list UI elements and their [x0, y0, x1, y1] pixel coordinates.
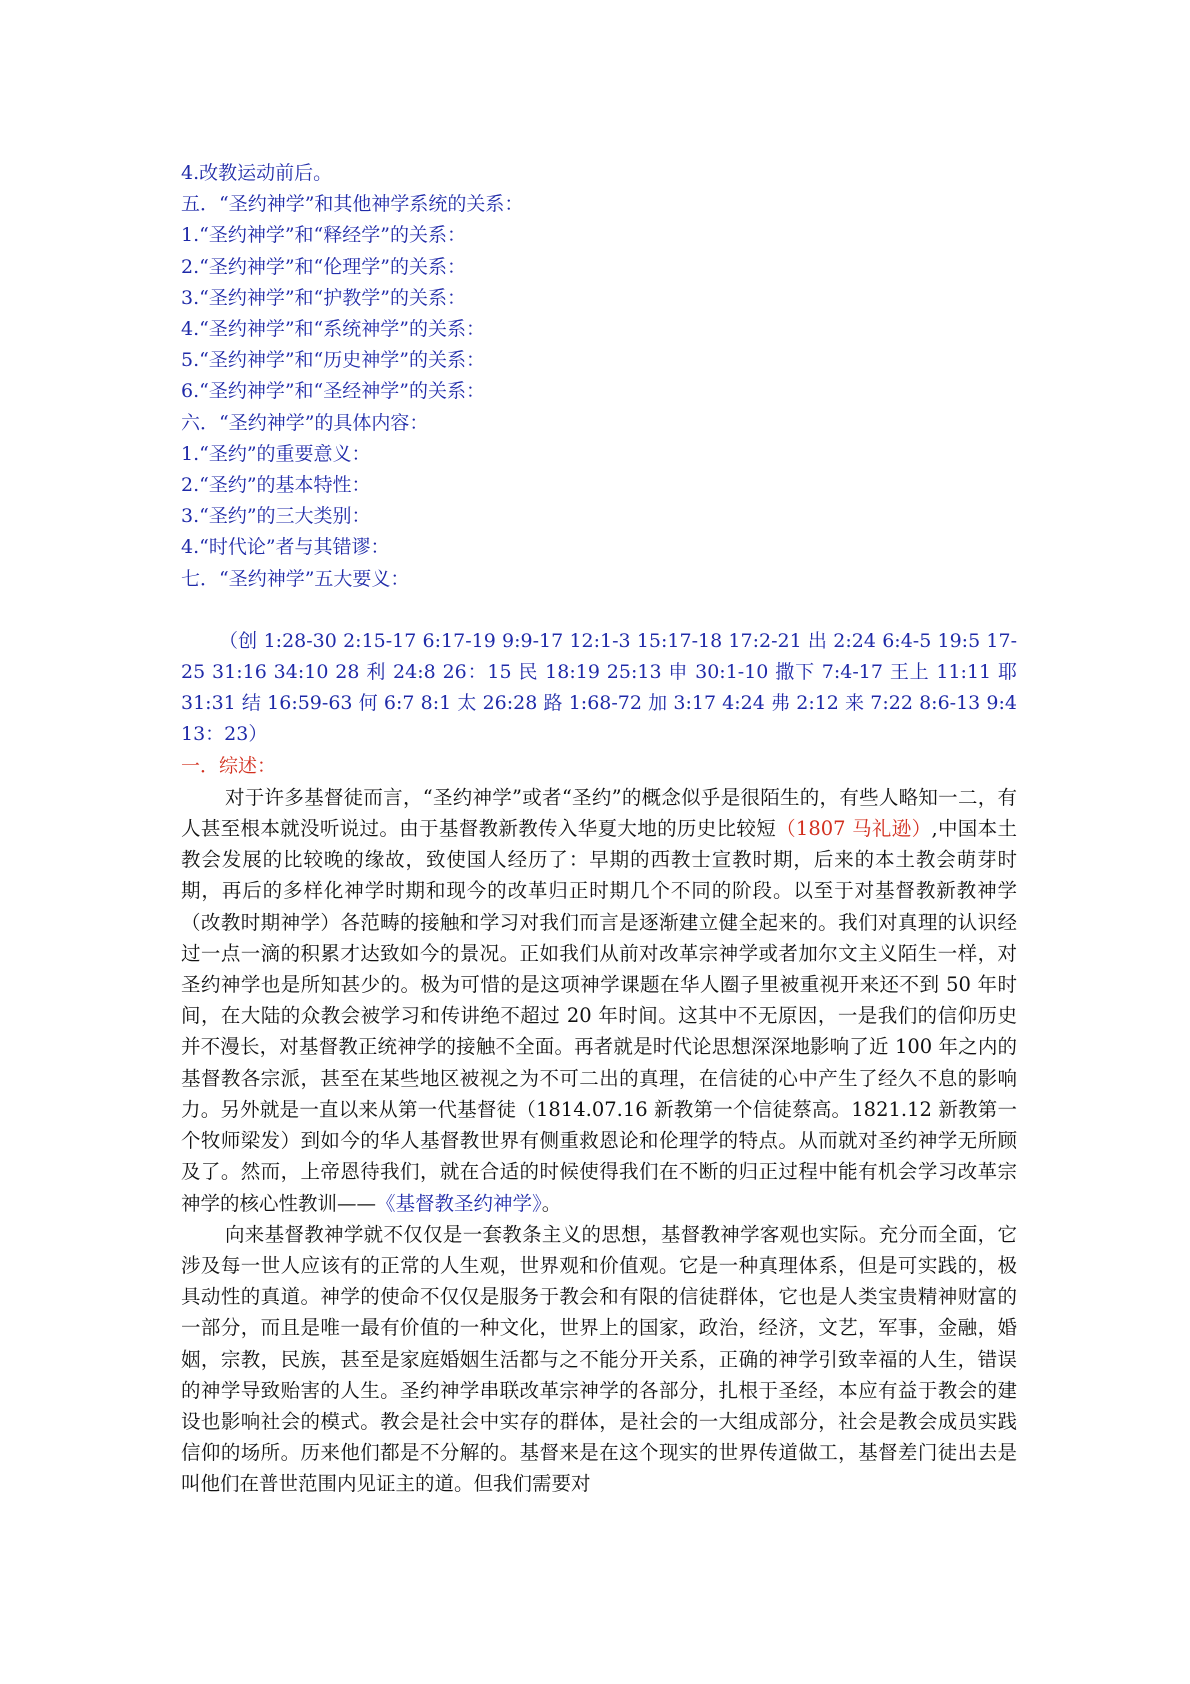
scripture-references: （创 1:28-30 2:15-17 6:17-19 9:9-17 12:1-3 15:17-18 17:2-21 出 2:24 6:4-5 19:5 17-25 31:16 34:10 28 利 24:8 26：15 民 18:19 25:13 申 30:1-10 撒下 7:4-17 王上 11:11 耶 31:31 结 16:59-63 何 6:7 8:1 太 26:28 路 1:68-72 加 3:17 4:24 弗 2:12 来 7:22 8:6-13 9:4 13：23） — [181, 629, 1017, 746]
outline-item: 4.“时代论”者与其错谬： — [181, 536, 390, 559]
paragraph-text: 对于许多基督徒而言，“圣约神学”或者“圣约”的概念似乎是很陌生的，有些人略知一二，有人甚至根本就没听说过。由于基督教新教传入华夏大地的历史比较短 — [181, 785, 1017, 841]
outline-item: 4.“圣约神学”和“系统神学”的关系： — [181, 318, 485, 341]
outline-item: 6.“圣约神学”和“圣经神学”的关系： — [181, 380, 485, 403]
outline-item: 3.“圣约神学”和“护教学”的关系： — [181, 286, 466, 309]
book-title: 《基督教圣约神学》 — [376, 1191, 542, 1215]
outline-item: 2.“圣约”的基本特性： — [181, 474, 371, 497]
outline-list — [181, 158, 1017, 595]
outline-item: 5.“圣约神学”和“历史神学”的关系： — [181, 349, 485, 372]
outline-item: 六．“圣约神学”的具体内容： — [181, 411, 429, 434]
body-paragraph-1 — [181, 782, 1017, 1219]
outline-item: 4.改教运动前后。 — [181, 162, 333, 184]
date-note: （1807 马礼逊） — [776, 817, 932, 841]
outline-item: 1.“圣约”的重要意义： — [181, 442, 371, 465]
paragraph-text: ,中国本土教会发展的比较晚的缘故，致使国人经历了：早期的西教士宣教时期，后来的本土教会萌芽时期，再后的多样化神学时期和现今的改革归正时期几个不同的阶段。以至于对基督教新教神学（改教时期神学）各范畴的接触和学习对我们而言是逐渐建立健全起来的。我们对真理的认识经过一点一滴的积累才达致如今的景况。正如我们从前对改革宗神学或者加尔文主义陌生一样，对圣约神学也是所知甚少的。极为可惜的是这项神学课题在华人圈子里被重视开来还不到 50 年时间，在大陆的众教会被学习和传讲绝不超过 20 年时间。这其中不无原因，一是我们的信仰历史并不漫长，对基督教正统神学的接触不全面。再者就是时代论思想深深地影响了近 100 年之内的基督教各宗派，甚至在某些地区被视之为不可二出的真理，在信徒的心中产生了经久不息的影响力。另外就是一直以来从第一代基督徒（1814.07.16 新教第一个信徒蔡高。1821.12 新教第一个牧师梁发）到如今的华人基督教世界有侧重救恩论和伦理学的特点。从而就对圣约神学无所顾及了。然而，上帝恩待我们，就在合适的时候使得我们在不断的归正过程中能有机会学习改革宗神学的核心性教训—— — [181, 817, 1017, 1215]
page-content — [181, 158, 1017, 1500]
outline-item: 2.“圣约神学”和“伦理学”的关系： — [181, 255, 466, 278]
section-heading: 一．综述： — [181, 754, 277, 777]
body-paragraph-2: 向来基督教神学就不仅仅是一套教条主义的思想，基督教神学客观也实际。充分而全面，它涉及每一世人应该有的正常的人生观，世界观和价值观。它是一种真理体系，但是可实践的，极具动性的真道。神学的使命不仅仅是服务于教会和有限的信徒群体，它也是人类宝贵精神财富的一部分，而且是唯一最有价值的一种文化，世界上的国家，政治，经济，文艺，军事，金融，婚姻，宗教，民族，甚至是家庭婚姻生活都与之不能分开关系，正确的神学引致幸福的人生，错误的神学导致贻害的人生。圣约神学串联改革宗神学的各部分，扎根于圣经，本应有益于教会的建设也影响社会的模式。教会是社会中实存的群体，是社会的一大组成部分，社会是教会成员实践信仰的场所。历来他们都是不分解的。基督来是在这个现实的世界传道做工，基督差门徒出去是叫他们在普世范围内见证主的道。但我们需要对 — [181, 1222, 1017, 1496]
outline-item: 1.“圣约神学”和“释经学”的关系： — [181, 224, 466, 247]
outline-item: 3.“圣约”的三大类别： — [181, 505, 371, 528]
paragraph-text: 。 — [541, 1191, 562, 1215]
outline-item: 七．“圣约神学”五大要义： — [181, 567, 410, 590]
outline-item: 五．“圣约神学”和其他神学系统的关系： — [181, 193, 524, 216]
